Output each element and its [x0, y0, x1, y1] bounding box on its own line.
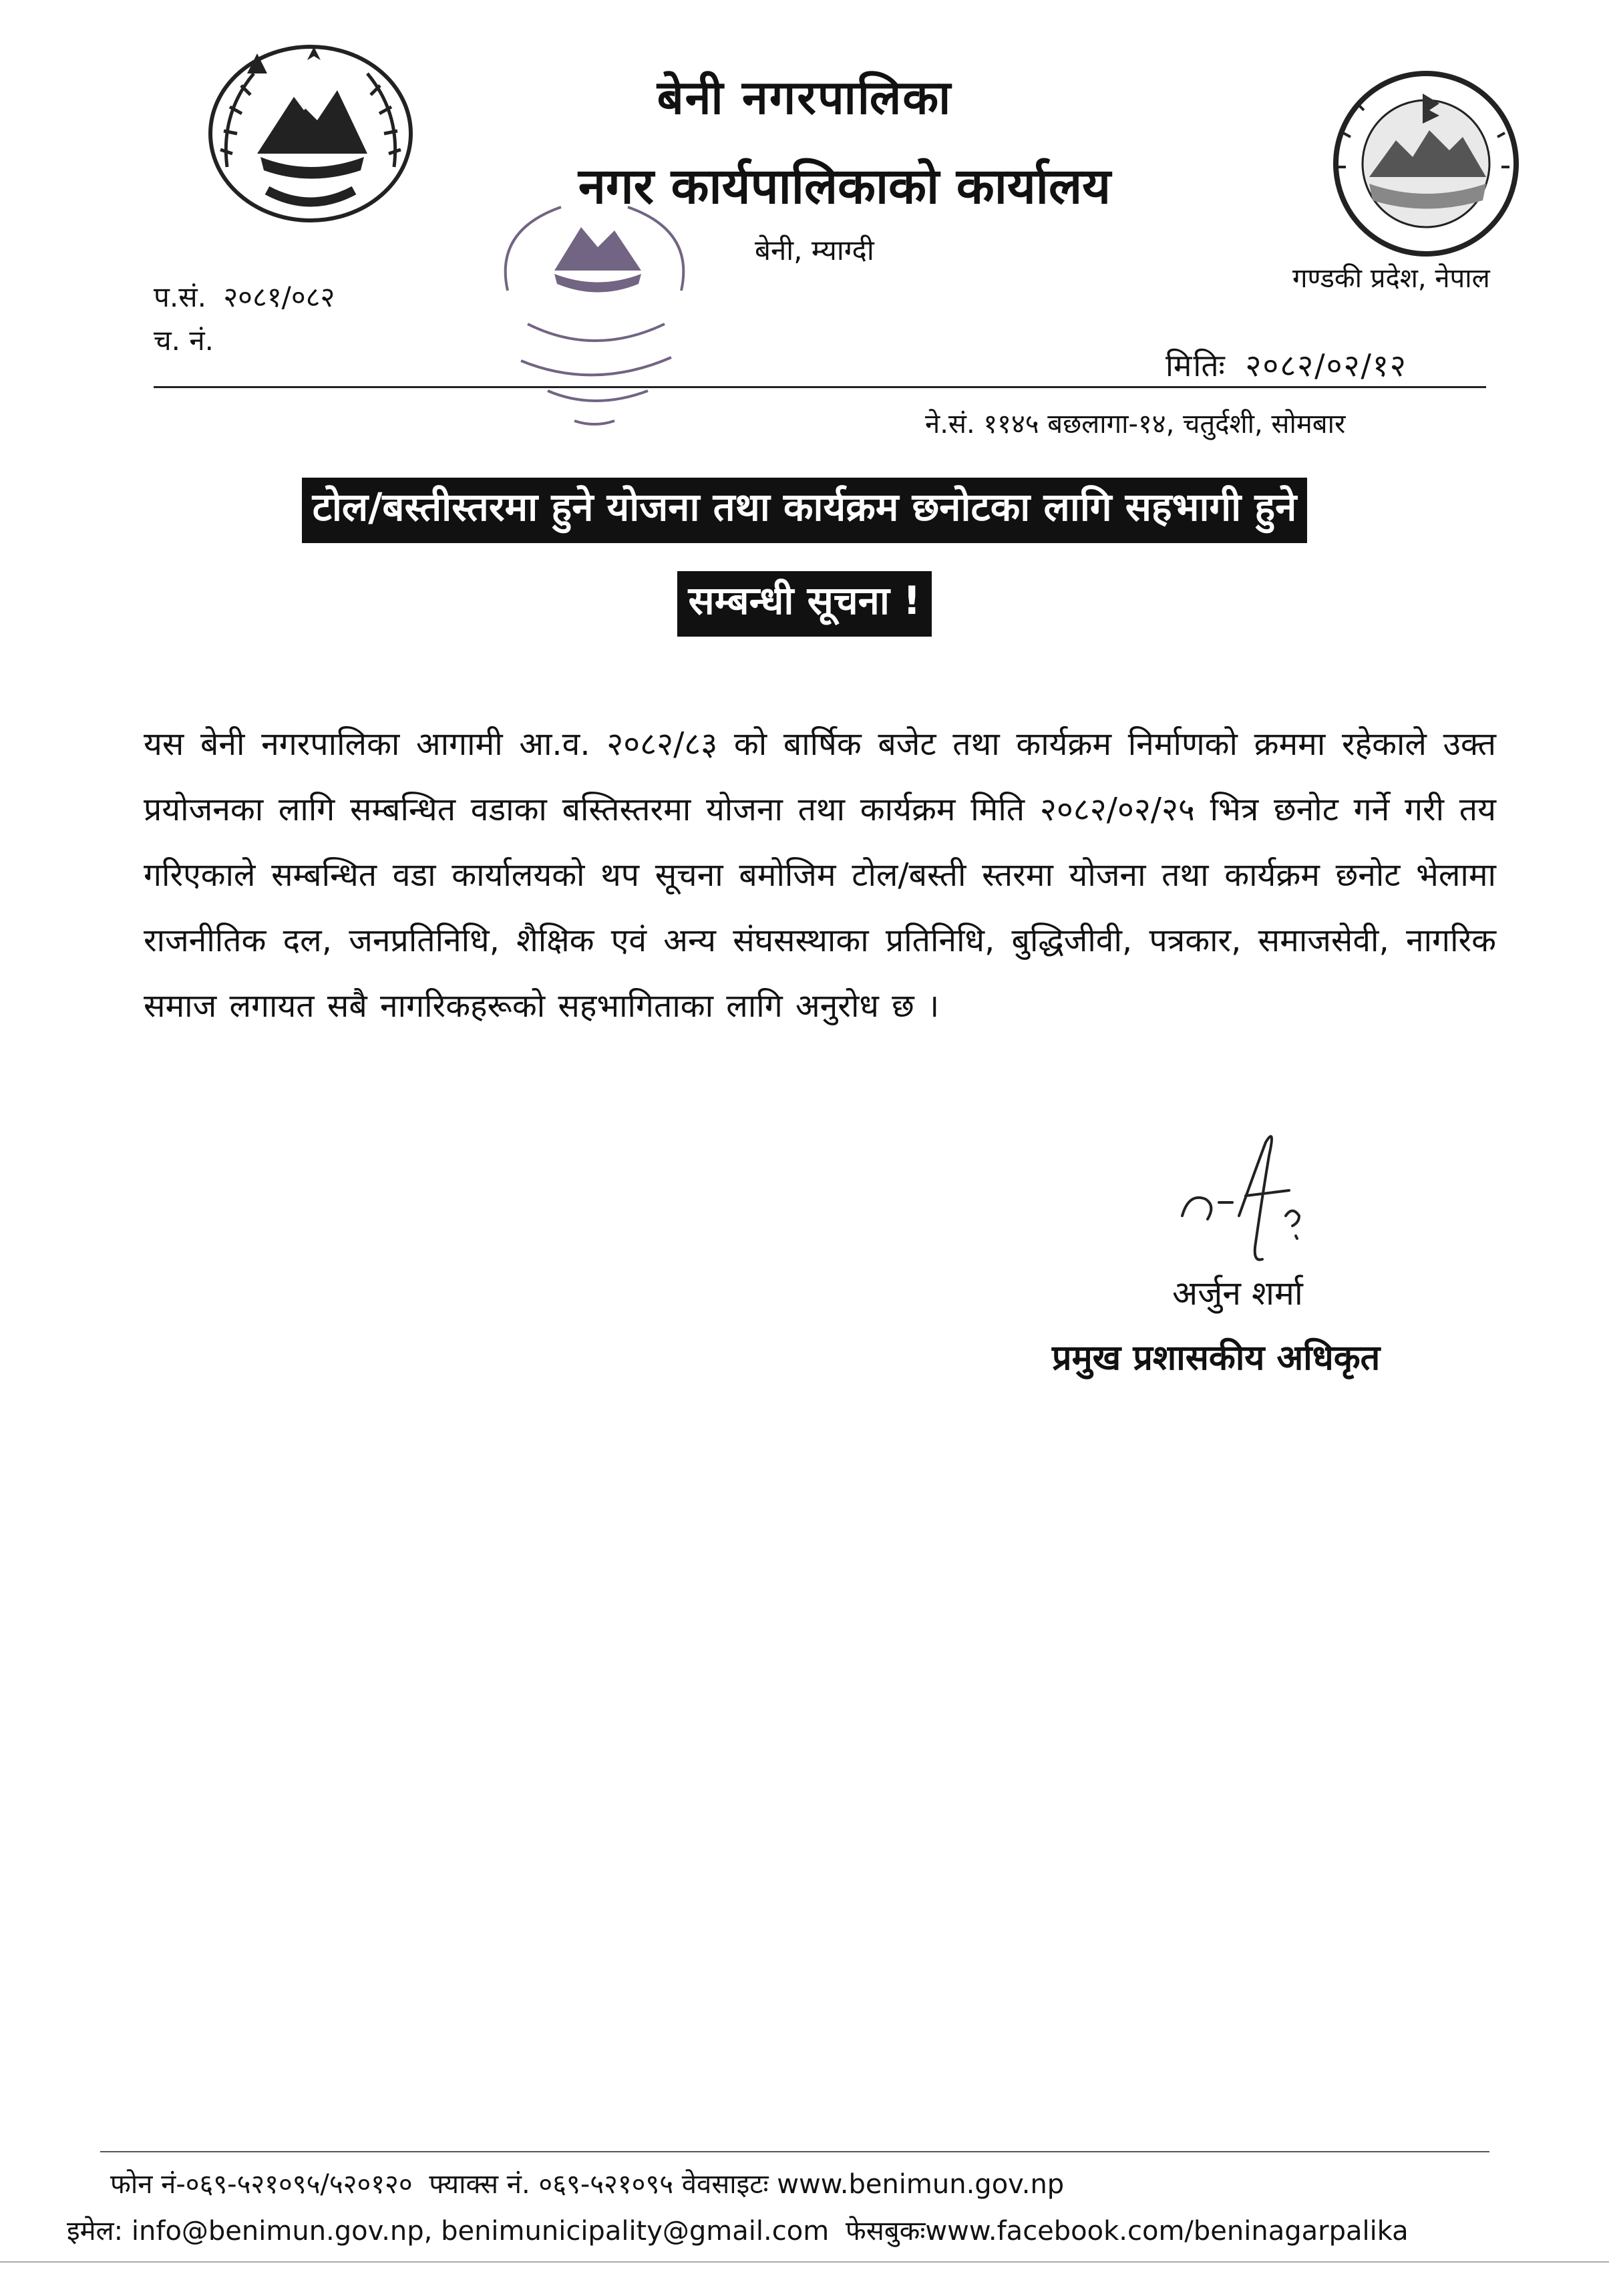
- date-value: २०८२/०२/१२: [1245, 347, 1407, 383]
- office-address: बेनी, म्याग्दी: [755, 234, 874, 267]
- office-stamp-icon: [481, 190, 708, 438]
- scan-edge-line: [0, 2261, 1609, 2263]
- date-label: मितिः: [1166, 347, 1226, 383]
- subject-line-2-wrap: [0, 571, 1609, 637]
- subject-line-1-wrap: [0, 478, 1609, 543]
- subject-line-1: टोल/बस्तीस्तरमा हुने योजना तथा कार्यक्रम छनोटका लागि सहभागी हुने: [302, 478, 1308, 543]
- province-name: गण्डकी प्रदेश, नेपाल: [1292, 263, 1490, 294]
- dispatch-number-label: च. नं.: [154, 324, 214, 357]
- reference-number: [154, 277, 335, 315]
- footer-divider: [100, 2151, 1489, 2152]
- reference-label: प.सं.: [154, 281, 206, 313]
- subject-line-2: सम्बन्धी सूचना !: [677, 571, 931, 637]
- reference-value: २०८१/०८२: [223, 281, 335, 313]
- facebook-label: फेसबुकः: [845, 2216, 926, 2247]
- fax-number: ०६९-५२१०९५: [538, 2169, 674, 2200]
- fax-label: फ्याक्स नं.: [429, 2169, 530, 2200]
- phone-number: ०६९-५२१०९५/५२०१२०: [185, 2169, 413, 2200]
- nepal-sambat-date: ने.सं. ११४५ बछलागा-१४, चतुर्दशी, सोमबार: [925, 409, 1346, 440]
- website-label: वेवसाइटः: [681, 2169, 769, 2200]
- email-link-gmail[interactable]: benimunicipality@gmail.com: [441, 2216, 830, 2247]
- signature-icon: [1169, 1116, 1336, 1269]
- letter-date: [1166, 344, 1407, 385]
- notice-body: यस बेनी नगरपालिका आगामी आ.व. २०८२/८३ को बार्षिक बजेट तथा कार्यक्रम निर्माणको क्रममा रहेकाले उक्त प्रयोजनका लागि सम्बन्धित वडाका बस्तिस्तरमा योजना तथा कार्यक्रम मिति २०८२/०२/२५ भित्र छनोट गर्ने गरी तय गरिएकाले सम्बन्धित वडा कार्यालयको थप सूचना बमोजिम टोल/बस्ती स्तरमा योजना तथा कार्यक्रम छनोट भेलामा राजनीतिक दल, जनप्रतिनिधि, शैक्षिक एवं अन्य संघसस्थाका प्रतिनिधि, बुद्धिजीवी, पत्रकार, समाजसेवी, नागरिक समाज लगायत सबै नागरिकहरूको सहभागिताका लागि अनुरोध छ ।: [144, 725, 1496, 1025]
- phone-label: फोन नं-: [110, 2169, 186, 2200]
- footer-contact-line-2: [67, 2211, 1409, 2248]
- office-name: नगर कार्यपालिकाको कार्यालय: [578, 158, 1111, 215]
- municipality-name: बेनी नगरपालिका: [657, 70, 952, 125]
- signatory-title: प्रमुख प्रशासकीय अधिकृत: [1052, 1338, 1381, 1378]
- email-label: इमेल:: [67, 2216, 124, 2247]
- signatory-name: अर्जुन शर्मा: [1172, 1274, 1303, 1313]
- website-link[interactable]: www.benimun.gov.np: [777, 2169, 1065, 2200]
- header-divider: [154, 386, 1486, 388]
- footer-contact-line-1: [110, 2164, 1064, 2201]
- facebook-link[interactable]: www.facebook.com/beninagarpalika: [925, 2216, 1409, 2247]
- email-link-info[interactable]: info@benimun.gov.np,: [131, 2216, 433, 2247]
